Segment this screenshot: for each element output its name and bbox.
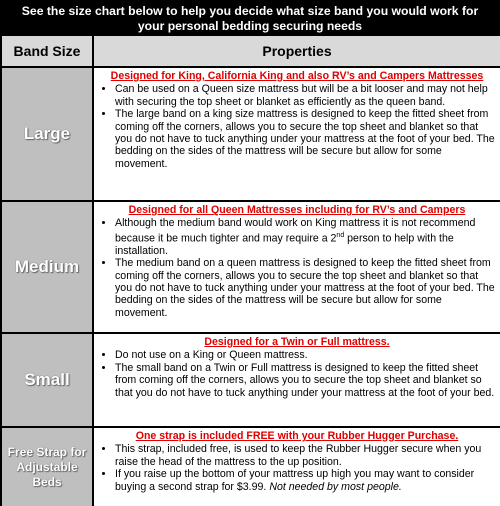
intro-banner [0,0,500,36]
properties-list [98,443,496,493]
usage-note: One strap is included FREE with your Rubber Hugger Purchase. [135,430,459,442]
usage-note: Designed for a Twin or Full mattress. [204,336,390,348]
bullet-text: If you raise up the bottom of your mattress up high you may want to consider buying a second strap for $3.99. [115,468,475,493]
header-properties: Properties [94,36,500,66]
property-bullet: • Do not use on a King or Queen mattress. [115,349,496,361]
property-bullet: • The small band on a Twin or Full mattress is designed to keep the fitted sheet from coming off the corners, allows you to secure the top sheet and blanket so that you do not have to tuck anything under your mattress at the foot of your bed. [115,362,496,399]
size-label-free-strap: Free Strap for Adjustable Beds [2,428,92,506]
property-bullet [115,468,496,493]
size-chart-table [2,36,498,498]
properties-list [98,83,496,170]
italic-note: Not needed by most people. [269,480,402,493]
property-bullet: • The large band on a king size mattress is designed to keep the fitted sheet from coming off the corners, allows you to secure the top sheet and blanket so that you do not have to tuck anything under your mattress at the foot of your bed. The bedding on the sides of the mattress will be secure but allow for some movement. [115,108,496,170]
size-label-small: Small [2,334,92,426]
property-bullet: • Although the medium band would work on King mattress it is not recommend because it be much tighter and may require a 2nd person to help with the installation. [115,217,496,257]
properties-list [98,217,496,319]
properties-small [94,334,500,426]
usage-note: Designed for King, California King and also RV’s and Campers Mattresses [110,70,484,82]
header-band-size: Band Size [2,36,92,66]
property-bullet: • This strap, included free, is used to keep the Rubber Hugger secure when you raise the head of the mattress to the up position. [115,443,496,468]
properties-medium [94,202,500,332]
banner-line-1: See the size chart below to help you decide what size band you would work for [21,4,479,18]
properties-large [94,68,500,200]
size-label-large: Large [2,68,92,200]
property-bullet: • Can be used on a Queen size mattress but will be a bit looser and may not help with securing the top sheet or blanket as efficiently as the queen band. [115,83,496,108]
size-label-medium: Medium [2,202,92,332]
properties-free-strap [94,428,500,506]
usage-note: Designed for all Queen Mattresses including for RV’s and Campers [128,204,466,216]
property-bullet: • The medium band on a queen mattress is designed to keep the fitted sheet from coming off the corners, allows you to secure the top sheet and blanket so that you do not have to tuck anything under your mattress at the foot of your bed. The bedding on the sides of the mattress will be secure but allow for some movement. [115,257,496,319]
banner-line-2: your personal bedding securing needs [137,19,363,33]
properties-list [98,349,496,399]
